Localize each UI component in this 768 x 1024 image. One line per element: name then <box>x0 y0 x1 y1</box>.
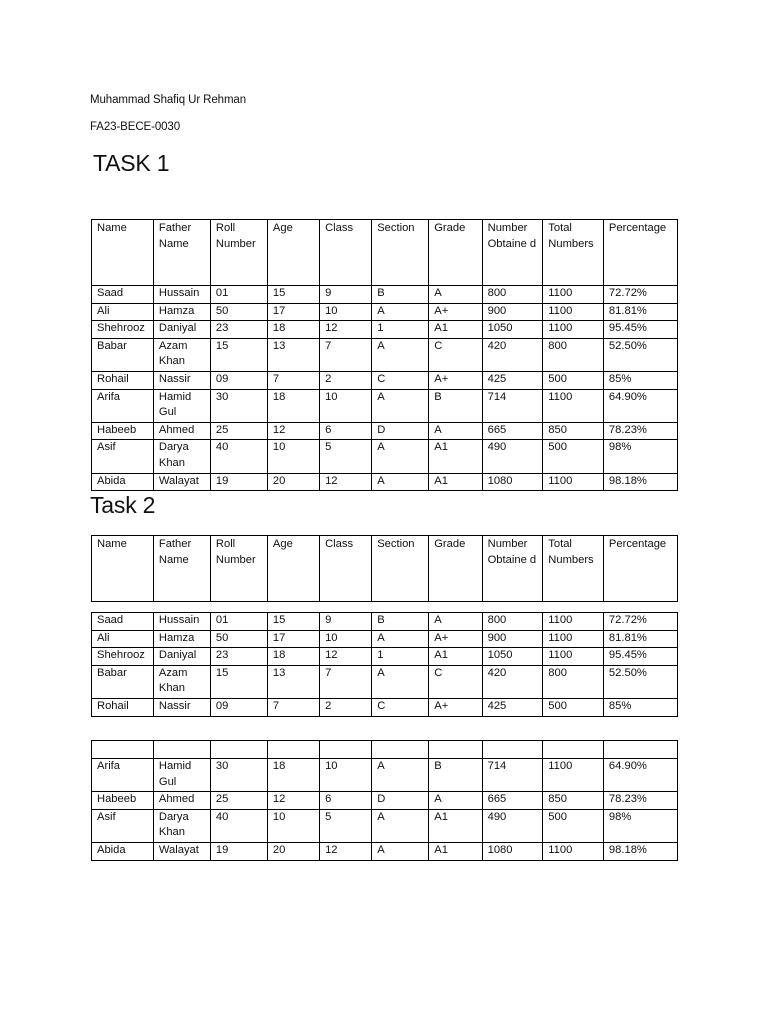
table-cell: 714 <box>482 759 543 792</box>
table-cell: A+ <box>429 371 482 389</box>
table-row <box>92 440 678 473</box>
column-header: Roll Number <box>210 220 267 286</box>
column-header: Class <box>320 536 372 602</box>
table-cell: D <box>372 792 429 810</box>
header-row <box>92 536 678 602</box>
table-cell: Babar <box>92 338 154 371</box>
table-cell: 1 <box>372 648 429 666</box>
table-cell: Ali <box>92 630 154 648</box>
table-cell: 10 <box>267 440 319 473</box>
empty-cell <box>210 741 267 759</box>
table-cell: 30 <box>210 389 267 422</box>
table-cell: 09 <box>210 371 267 389</box>
table-cell: 665 <box>482 422 543 440</box>
task2-table-part2 <box>91 740 678 861</box>
table-cell: Shehrooz <box>92 648 154 666</box>
table-cell: 665 <box>482 792 543 810</box>
table-cell: 9 <box>320 286 372 304</box>
table-cell: 72.72% <box>603 286 677 304</box>
table-row <box>92 630 678 648</box>
table-cell: 81.81% <box>603 630 677 648</box>
table-cell: Habeeb <box>92 422 154 440</box>
table-cell: 800 <box>482 286 543 304</box>
table-cell: 6 <box>320 792 372 810</box>
table-cell: Arifa <box>92 389 154 422</box>
table-cell: 12 <box>320 321 372 339</box>
table-cell: 13 <box>267 338 319 371</box>
table-cell: Hamid Gul <box>153 759 210 792</box>
table-cell: 78.23% <box>603 422 677 440</box>
table-cell: 25 <box>210 792 267 810</box>
table-cell: 50 <box>210 303 267 321</box>
table-cell: A1 <box>429 842 482 860</box>
table-cell: 5 <box>320 809 372 842</box>
column-header: Section <box>372 536 429 602</box>
table-cell: Rohail <box>92 698 154 716</box>
table-cell: C <box>372 371 429 389</box>
table-cell: A <box>429 286 482 304</box>
table-cell: Hussain <box>153 613 210 631</box>
table-cell: C <box>372 698 429 716</box>
table-cell: 850 <box>543 422 604 440</box>
table-row <box>92 371 678 389</box>
table-cell: A <box>372 809 429 842</box>
table-cell: Daniyal <box>153 321 210 339</box>
table-cell: 23 <box>210 648 267 666</box>
table-cell: D <box>372 422 429 440</box>
table-cell: 50 <box>210 630 267 648</box>
column-header: Father Name <box>153 536 210 602</box>
table-cell: 425 <box>482 371 543 389</box>
table-cell: 5 <box>320 440 372 473</box>
empty-cell <box>372 741 429 759</box>
table-cell: A <box>372 842 429 860</box>
table-cell: 7 <box>267 371 319 389</box>
empty-cell <box>267 741 319 759</box>
column-header: Percentage <box>603 536 677 602</box>
table-row <box>92 422 678 440</box>
empty-row <box>92 741 678 759</box>
table-cell: 95.45% <box>603 648 677 666</box>
task2-heading: Task 2 <box>90 492 156 518</box>
column-header: Age <box>267 220 319 286</box>
table-cell: A <box>372 389 429 422</box>
column-header: Age <box>267 536 319 602</box>
table-cell: Darya Khan <box>153 440 210 473</box>
table-row <box>92 792 678 810</box>
table-cell: Hamid Gul <box>153 389 210 422</box>
table-cell: Asif <box>92 809 154 842</box>
table-cell: 10 <box>267 809 319 842</box>
table-cell: A+ <box>429 303 482 321</box>
table-cell: Nassir <box>153 371 210 389</box>
table-cell: 420 <box>482 338 543 371</box>
table-cell: 19 <box>210 473 267 491</box>
table-cell: Hussain <box>153 286 210 304</box>
table-cell: A <box>372 473 429 491</box>
column-header: Number Obtaine d <box>482 536 543 602</box>
table-cell: Asif <box>92 440 154 473</box>
table-cell: 72.72% <box>603 613 677 631</box>
table-row <box>92 338 678 371</box>
table-cell: 1080 <box>482 473 543 491</box>
table-cell: 64.90% <box>603 389 677 422</box>
table-cell: Azam Khan <box>153 338 210 371</box>
table-cell: 1100 <box>543 613 604 631</box>
empty-cell <box>482 741 543 759</box>
table-cell: 95.45% <box>603 321 677 339</box>
table-cell: 800 <box>543 338 604 371</box>
table-cell: 1100 <box>543 303 604 321</box>
table-cell: 850 <box>543 792 604 810</box>
table-cell: Babar <box>92 665 154 698</box>
table-cell: 7 <box>320 665 372 698</box>
task1-heading: TASK 1 <box>93 150 170 176</box>
table-cell: 01 <box>210 286 267 304</box>
table-cell: A1 <box>429 321 482 339</box>
table-cell: Ali <box>92 303 154 321</box>
table-cell: 20 <box>267 473 319 491</box>
table-cell: 900 <box>482 630 543 648</box>
author-name: Muhammad Shafiq Ur Rehman <box>90 94 247 106</box>
table-cell: A <box>372 440 429 473</box>
column-header: Name <box>92 536 154 602</box>
table-cell: 25 <box>210 422 267 440</box>
table-row <box>92 303 678 321</box>
table-cell: 18 <box>267 321 319 339</box>
table-cell: 10 <box>320 759 372 792</box>
table-cell: 500 <box>543 809 604 842</box>
table-cell: 17 <box>267 630 319 648</box>
table-cell: 7 <box>320 338 372 371</box>
table-cell: 01 <box>210 613 267 631</box>
table-cell: C <box>429 665 482 698</box>
table-cell: 15 <box>267 613 319 631</box>
table-cell: B <box>429 759 482 792</box>
table-row <box>92 665 678 698</box>
table-cell: 10 <box>320 389 372 422</box>
table-cell: Abida <box>92 473 154 491</box>
table-cell: 1100 <box>543 648 604 666</box>
table-cell: Shehrooz <box>92 321 154 339</box>
table-cell: 1100 <box>543 286 604 304</box>
table-cell: 12 <box>267 422 319 440</box>
table-cell: 420 <box>482 665 543 698</box>
task2-header-table <box>91 535 678 602</box>
column-header: Percentage <box>603 220 677 286</box>
table-cell: 98.18% <box>603 842 677 860</box>
table-cell: 81.81% <box>603 303 677 321</box>
table-cell: A <box>372 303 429 321</box>
table-cell: A <box>372 759 429 792</box>
table-cell: Walayat <box>153 473 210 491</box>
table-row <box>92 698 678 716</box>
table-cell: A+ <box>429 630 482 648</box>
table-row <box>92 842 678 860</box>
table-cell: 1050 <box>482 648 543 666</box>
table-cell: B <box>372 613 429 631</box>
table-cell: 12 <box>320 842 372 860</box>
table-cell: Darya Khan <box>153 809 210 842</box>
table-row <box>92 389 678 422</box>
table-cell: 85% <box>603 371 677 389</box>
table-cell: Walayat <box>153 842 210 860</box>
table-row <box>92 613 678 631</box>
table-row <box>92 286 678 304</box>
table-cell: Arifa <box>92 759 154 792</box>
table-cell: Ahmed <box>153 792 210 810</box>
table-cell: 17 <box>267 303 319 321</box>
column-header: Total Numbers <box>543 220 604 286</box>
empty-cell <box>320 741 372 759</box>
table-cell: 2 <box>320 371 372 389</box>
table-row <box>92 473 678 491</box>
table-row <box>92 809 678 842</box>
table-cell: A+ <box>429 698 482 716</box>
table-cell: 18 <box>267 759 319 792</box>
table-cell: Hamza <box>153 303 210 321</box>
table-cell: 15 <box>267 286 319 304</box>
table-cell: 40 <box>210 440 267 473</box>
table-cell: 19 <box>210 842 267 860</box>
table-cell: Habeeb <box>92 792 154 810</box>
table-cell: Hamza <box>153 630 210 648</box>
table-cell: 1050 <box>482 321 543 339</box>
table-cell: Abida <box>92 842 154 860</box>
table-cell: 18 <box>267 389 319 422</box>
table-cell: 15 <box>210 338 267 371</box>
table-cell: 20 <box>267 842 319 860</box>
table-cell: 12 <box>320 648 372 666</box>
table-cell: 1100 <box>543 759 604 792</box>
table-cell: 13 <box>267 665 319 698</box>
table-cell: A1 <box>429 809 482 842</box>
empty-cell <box>603 741 677 759</box>
column-header: Name <box>92 220 154 286</box>
table-cell: 1100 <box>543 630 604 648</box>
table-cell: A1 <box>429 648 482 666</box>
table-cell: 98% <box>603 809 677 842</box>
table-cell: 52.50% <box>603 338 677 371</box>
table-cell: 800 <box>543 665 604 698</box>
column-header: Grade <box>429 220 482 286</box>
column-header: Number Obtaine d <box>482 220 543 286</box>
table-cell: 23 <box>210 321 267 339</box>
table-cell: 490 <box>482 440 543 473</box>
table-cell: 1100 <box>543 321 604 339</box>
table-cell: 78.23% <box>603 792 677 810</box>
column-header: Total Numbers <box>543 536 604 602</box>
table-cell: 714 <box>482 389 543 422</box>
table-cell: Saad <box>92 286 154 304</box>
table-cell: 40 <box>210 809 267 842</box>
table-cell: 98% <box>603 440 677 473</box>
table-cell: 1100 <box>543 389 604 422</box>
table-cell: Ahmed <box>153 422 210 440</box>
table-row <box>92 648 678 666</box>
table-cell: 98.18% <box>603 473 677 491</box>
table-cell: Daniyal <box>153 648 210 666</box>
table-cell: A <box>429 613 482 631</box>
column-header: Father Name <box>153 220 210 286</box>
table-cell: 1080 <box>482 842 543 860</box>
table-cell: 7 <box>267 698 319 716</box>
empty-cell <box>153 741 210 759</box>
table-cell: C <box>429 338 482 371</box>
table-cell: 9 <box>320 613 372 631</box>
table-cell: 52.50% <box>603 665 677 698</box>
empty-cell <box>429 741 482 759</box>
table-cell: 1100 <box>543 842 604 860</box>
table-cell: B <box>372 286 429 304</box>
table-cell: Azam Khan <box>153 665 210 698</box>
table-cell: 15 <box>210 665 267 698</box>
table-cell: Nassir <box>153 698 210 716</box>
table-cell: 500 <box>543 371 604 389</box>
header-row <box>92 220 678 286</box>
table-cell: 800 <box>482 613 543 631</box>
table-cell: 10 <box>320 303 372 321</box>
table-cell: 1100 <box>543 473 604 491</box>
table-cell: Saad <box>92 613 154 631</box>
column-header: Section <box>372 220 429 286</box>
table-cell: 490 <box>482 809 543 842</box>
table-cell: 500 <box>543 440 604 473</box>
table-cell: 09 <box>210 698 267 716</box>
table-cell: 1 <box>372 321 429 339</box>
table-cell: 85% <box>603 698 677 716</box>
table-cell: B <box>429 389 482 422</box>
table-row <box>92 759 678 792</box>
table-cell: 30 <box>210 759 267 792</box>
table-cell: Rohail <box>92 371 154 389</box>
column-header: Grade <box>429 536 482 602</box>
task2-table-part1 <box>91 612 678 717</box>
table-cell: 425 <box>482 698 543 716</box>
empty-cell <box>543 741 604 759</box>
table-cell: 500 <box>543 698 604 716</box>
table-cell: A <box>429 422 482 440</box>
table-cell: 12 <box>320 473 372 491</box>
table-cell: A <box>372 338 429 371</box>
table-cell: A <box>372 665 429 698</box>
table-cell: A <box>372 630 429 648</box>
empty-cell <box>92 741 154 759</box>
table-cell: 2 <box>320 698 372 716</box>
table-cell: 10 <box>320 630 372 648</box>
table-row <box>92 321 678 339</box>
column-header: Class <box>320 220 372 286</box>
table-cell: A <box>429 792 482 810</box>
table-cell: 900 <box>482 303 543 321</box>
table-cell: A1 <box>429 473 482 491</box>
task1-table <box>91 219 678 491</box>
registration-number: FA23-BECE-0030 <box>90 121 181 133</box>
column-header: Roll Number <box>210 536 267 602</box>
table-cell: A1 <box>429 440 482 473</box>
table-cell: 12 <box>267 792 319 810</box>
table-cell: 18 <box>267 648 319 666</box>
table-cell: 64.90% <box>603 759 677 792</box>
table-cell: 6 <box>320 422 372 440</box>
